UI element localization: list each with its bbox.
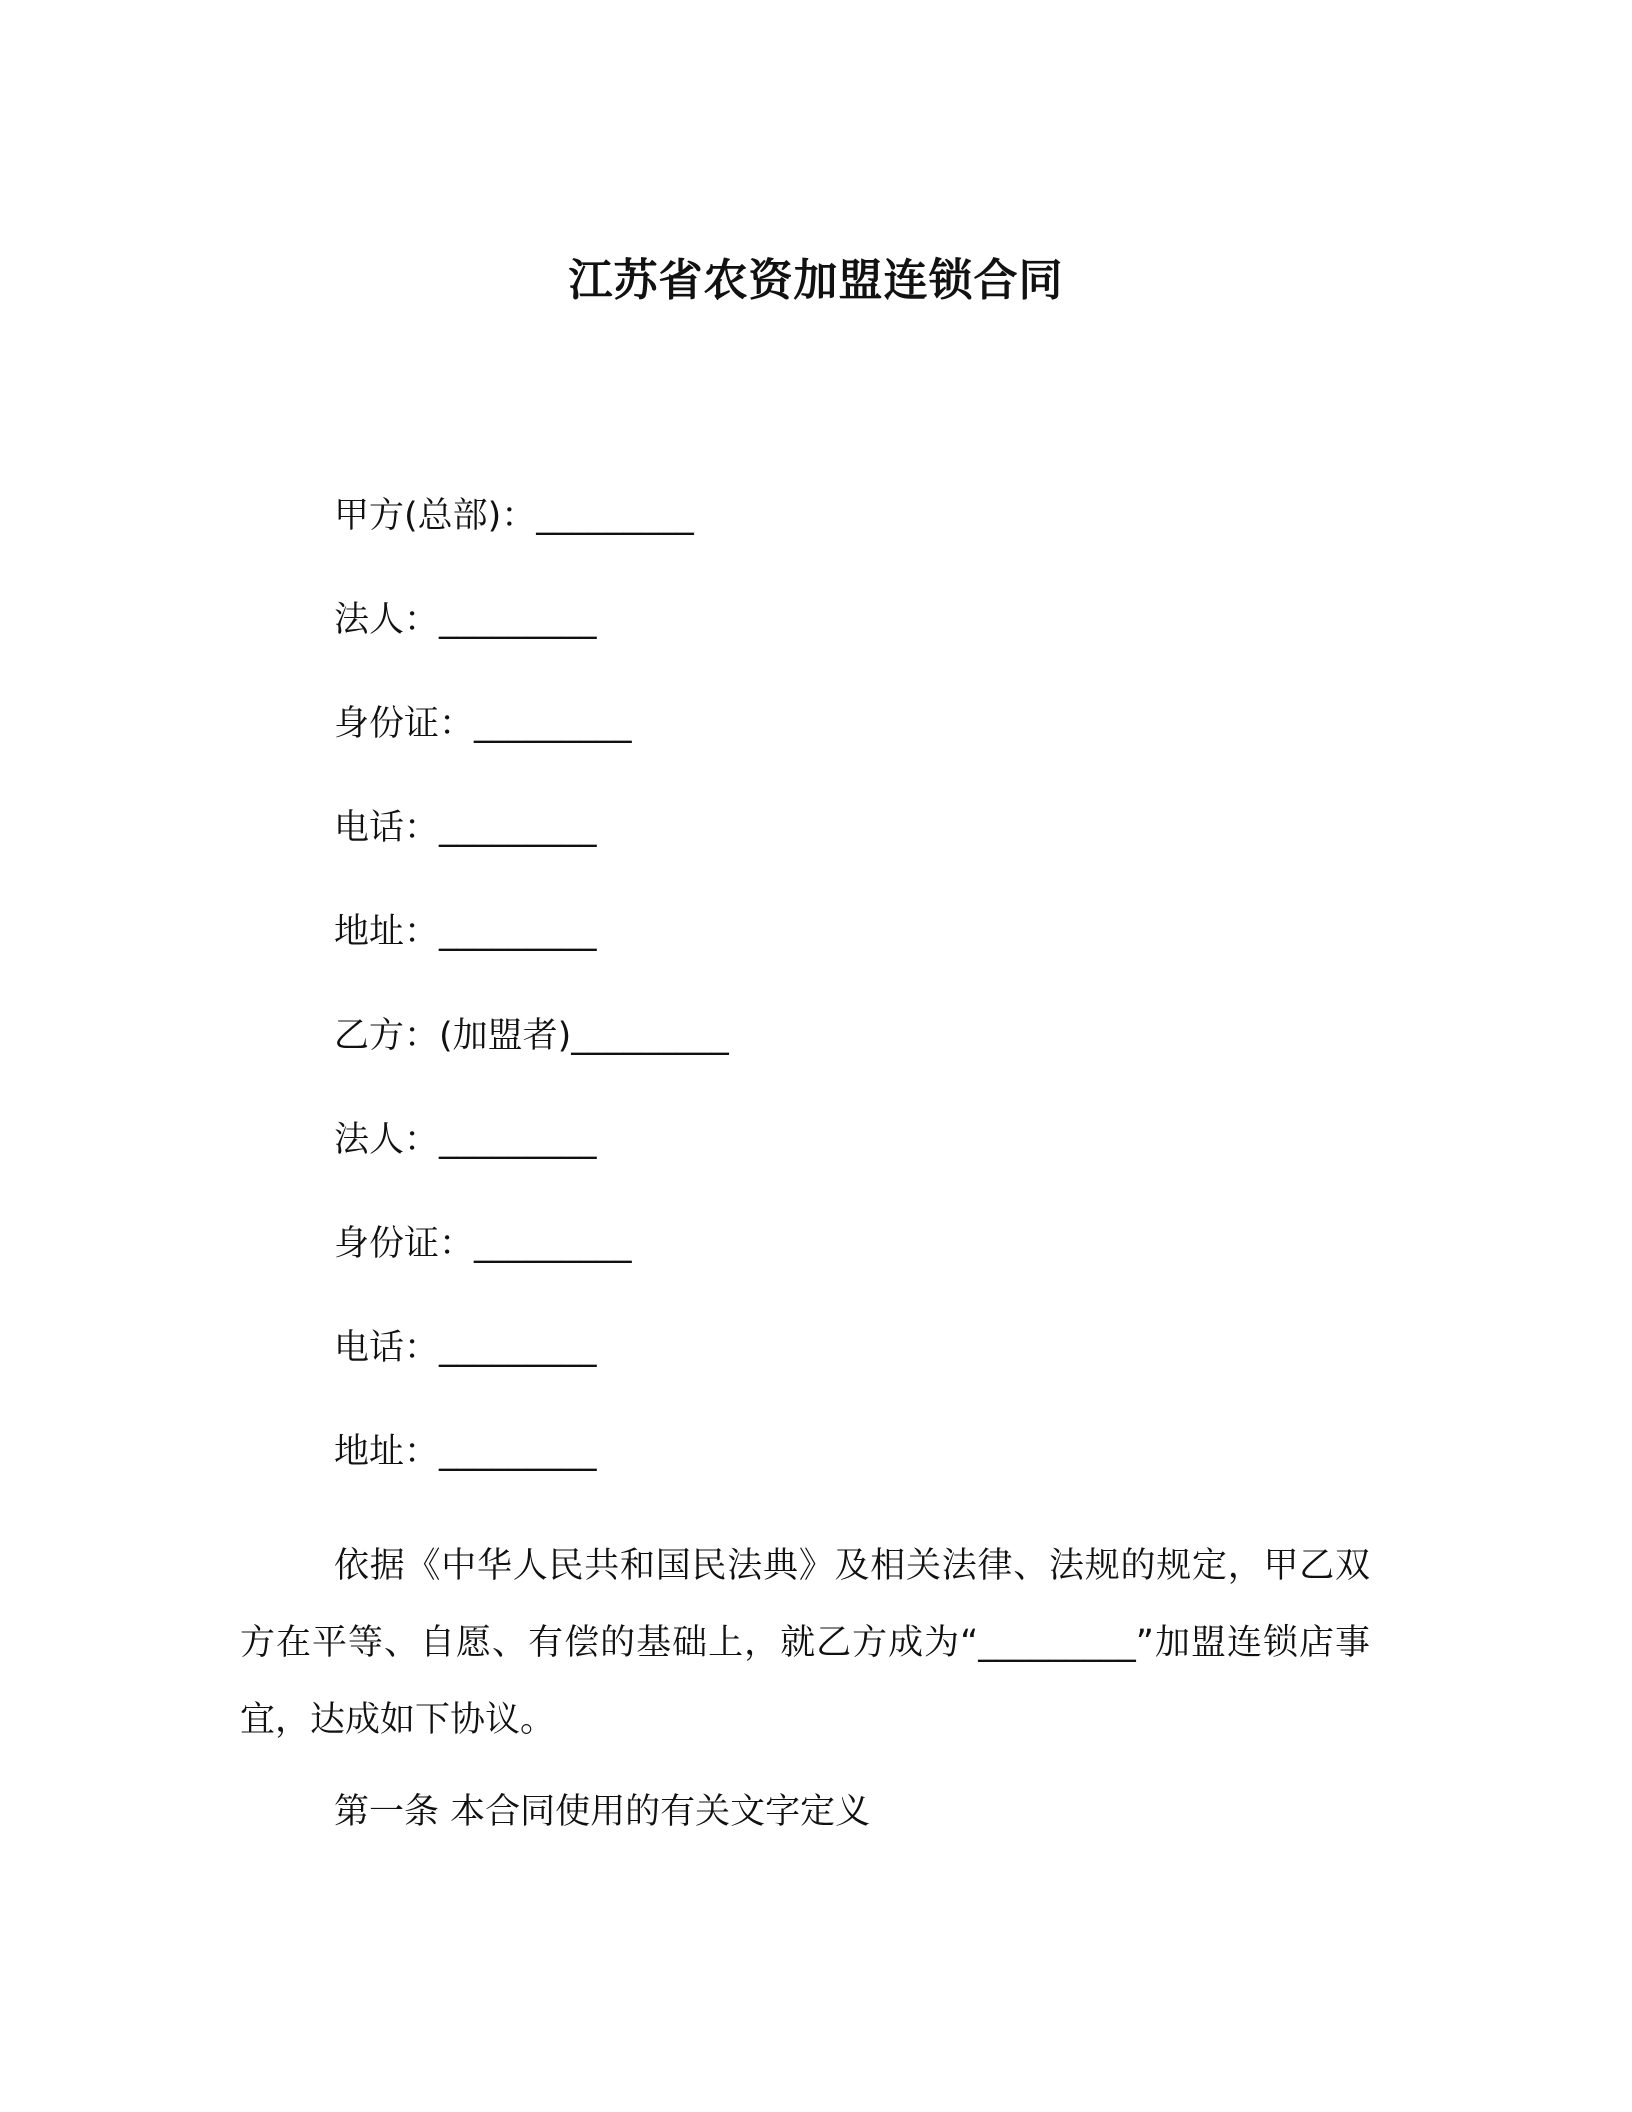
page-title: 江苏省农资加盟连锁合同 xyxy=(568,255,1064,307)
party-a-address-field: 地址：_________ xyxy=(334,912,597,952)
party-b-franchisee-field: 乙方：(加盟者)_________ xyxy=(334,1016,729,1056)
party-a-headquarters-field: 甲方(总部)：_________ xyxy=(334,496,694,536)
party-fields xyxy=(334,492,1434,1532)
intro-paragraph: 依据《中华人民共和国民法典》及相关法律、法规的规定，甲乙双方在平等、自愿、有偿的基础上，就乙方成为“_________”加盟连锁店事宜，达成如下协议。 xyxy=(240,1546,1370,1740)
party-a-legal-person-field: 法人：_________ xyxy=(334,600,597,640)
party-b-address-field: 地址：_________ xyxy=(334,1432,597,1472)
party-b-phone-field: 电话：_________ xyxy=(334,1328,597,1368)
party-a-id-card-field: 身份证：_________ xyxy=(334,704,632,744)
party-a-phone-field: 电话：_________ xyxy=(334,808,597,848)
party-b-legal-person-field: 法人：_________ xyxy=(334,1120,597,1160)
party-b-id-card-field: 身份证：_________ xyxy=(334,1224,632,1264)
article-1-heading: 第一条 本合同使用的有关文字定义 xyxy=(334,1792,871,1832)
